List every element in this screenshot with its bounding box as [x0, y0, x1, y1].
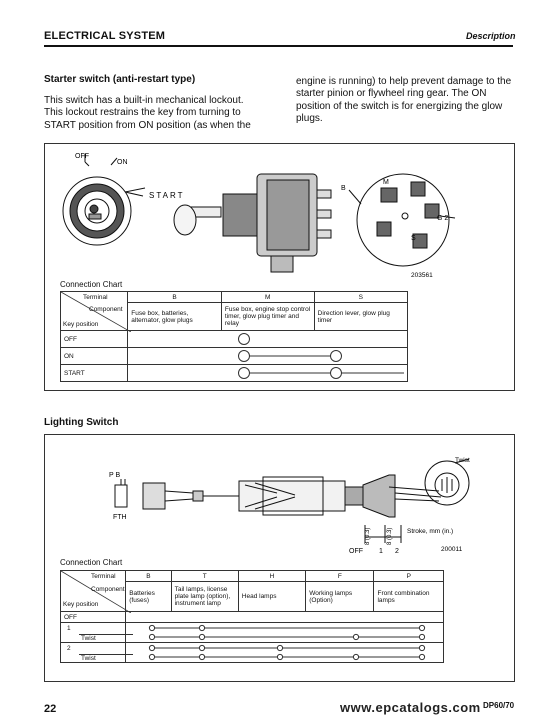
starter-connection-chart — [60, 291, 408, 382]
label-on: ON — [117, 159, 128, 166]
starter-chart-title: Connection Chart — [60, 280, 123, 289]
row-connections — [128, 331, 408, 348]
column-header: T — [171, 571, 238, 582]
component-cell: Working lamps (Option) — [306, 582, 374, 612]
text-line: starter pinion or flywheel ring gear. The ON — [296, 88, 487, 100]
text-line: plugs. — [296, 113, 323, 125]
label-position-2: 2 — [395, 548, 399, 555]
label-stroke: Stroke, mm (in.) — [407, 528, 454, 535]
column-header: S — [314, 292, 407, 303]
header-key-position: Key position — [63, 321, 99, 328]
row-connections — [128, 365, 408, 382]
label-dimension-1: 8 (0.3) — [365, 527, 371, 545]
label-terminals-fth: FTH — [113, 514, 127, 521]
header-diagonal-cell — [61, 571, 126, 612]
text-line: position of the switch is for energizing the glow — [296, 100, 503, 112]
row-label: ON — [61, 348, 128, 365]
column-header: H — [238, 571, 305, 582]
label-terminals-pb: P B — [109, 472, 121, 479]
model-number: DP60/70 — [483, 701, 515, 710]
lighting-title: Lighting Switch — [44, 417, 119, 428]
label-twist: Twist — [455, 457, 470, 464]
label-terminal-m: M — [383, 179, 389, 186]
component-cell: Fuse box, engine stop control timer, glow plug timer and relay — [221, 303, 314, 331]
header-terminal: Terminal — [91, 573, 116, 580]
label-off: OFF — [75, 153, 89, 160]
text-line: START position from ON position (as when the — [44, 119, 251, 131]
component-cell: Head lamps — [238, 582, 305, 612]
header-component: Component — [89, 306, 123, 313]
label-terminal-s: S — [411, 235, 416, 242]
column-header: B — [128, 292, 222, 303]
text-line: This switch has a built-in mechanical lockout. — [44, 95, 244, 106]
connection-marks — [128, 365, 404, 381]
text-line: engine is running) to help prevent damage to the — [296, 76, 512, 87]
label-terminal-g2: G 2 — [437, 215, 449, 222]
label-off: OFF — [349, 548, 363, 555]
row-connections — [126, 612, 444, 623]
text-line: This lockout restrains the key from turning to — [44, 107, 241, 119]
row-sublabel: Twist — [79, 654, 133, 662]
component-cell: Fuse box, batteries, alternator, glow plugs — [128, 303, 222, 331]
header-diagonal-cell — [61, 292, 128, 331]
section-subtitle: Description — [466, 31, 516, 41]
column-header: M — [221, 292, 314, 303]
lighting-chart-title: Connection Chart — [60, 558, 123, 567]
row-connections — [126, 623, 444, 643]
header-key-position: Key position — [63, 601, 99, 608]
rear-view-outline — [357, 174, 449, 266]
starter-para-right — [296, 76, 521, 126]
label-start: START — [149, 191, 185, 200]
component-cell: Front combination lamps — [374, 582, 444, 612]
header-component: Component — [91, 586, 125, 593]
column-header: F — [306, 571, 374, 582]
label-terminal-b: B — [341, 185, 346, 192]
row-label: OFF — [61, 331, 128, 348]
row-connections — [126, 643, 444, 663]
row-label: 2 — [67, 645, 71, 652]
row-label: START — [61, 365, 128, 382]
component-cell: Direction lever, glow plug timer — [314, 303, 407, 331]
row-label: OFF — [61, 612, 126, 623]
starter-title: Starter switch (anti-restart type) — [44, 74, 196, 85]
label-position-1: 1 — [379, 548, 383, 555]
figure-number: 200011 — [441, 546, 463, 553]
component-cell: Batteries (fuses) — [126, 582, 171, 612]
header-rule — [44, 45, 513, 47]
row-label: 1 — [67, 625, 71, 632]
column-header: B — [126, 571, 171, 582]
watermark: www.epcatalogs.com — [340, 700, 481, 715]
section-title: ELECTRICAL SYSTEM — [44, 30, 166, 42]
component-cell: Tail lamps, license plate lamp (option), instrument lamp — [171, 582, 238, 612]
starter-para-left — [44, 95, 274, 132]
row-label-group — [61, 643, 126, 663]
label-dimension-2: 8 (0.3) — [387, 527, 393, 545]
connection-marks — [128, 348, 404, 364]
figure-number: 203561 — [411, 272, 433, 279]
column-header: P — [374, 571, 444, 582]
row-connections — [128, 348, 408, 365]
header-terminal: Terminal — [83, 294, 108, 301]
connection-marks — [126, 623, 440, 643]
row-sublabel: Twist — [79, 634, 133, 642]
connection-marks — [128, 331, 404, 347]
row-label-group — [61, 623, 126, 643]
connection-marks — [126, 643, 440, 663]
page-number: 22 — [44, 703, 57, 715]
lighting-connection-chart — [60, 570, 444, 663]
